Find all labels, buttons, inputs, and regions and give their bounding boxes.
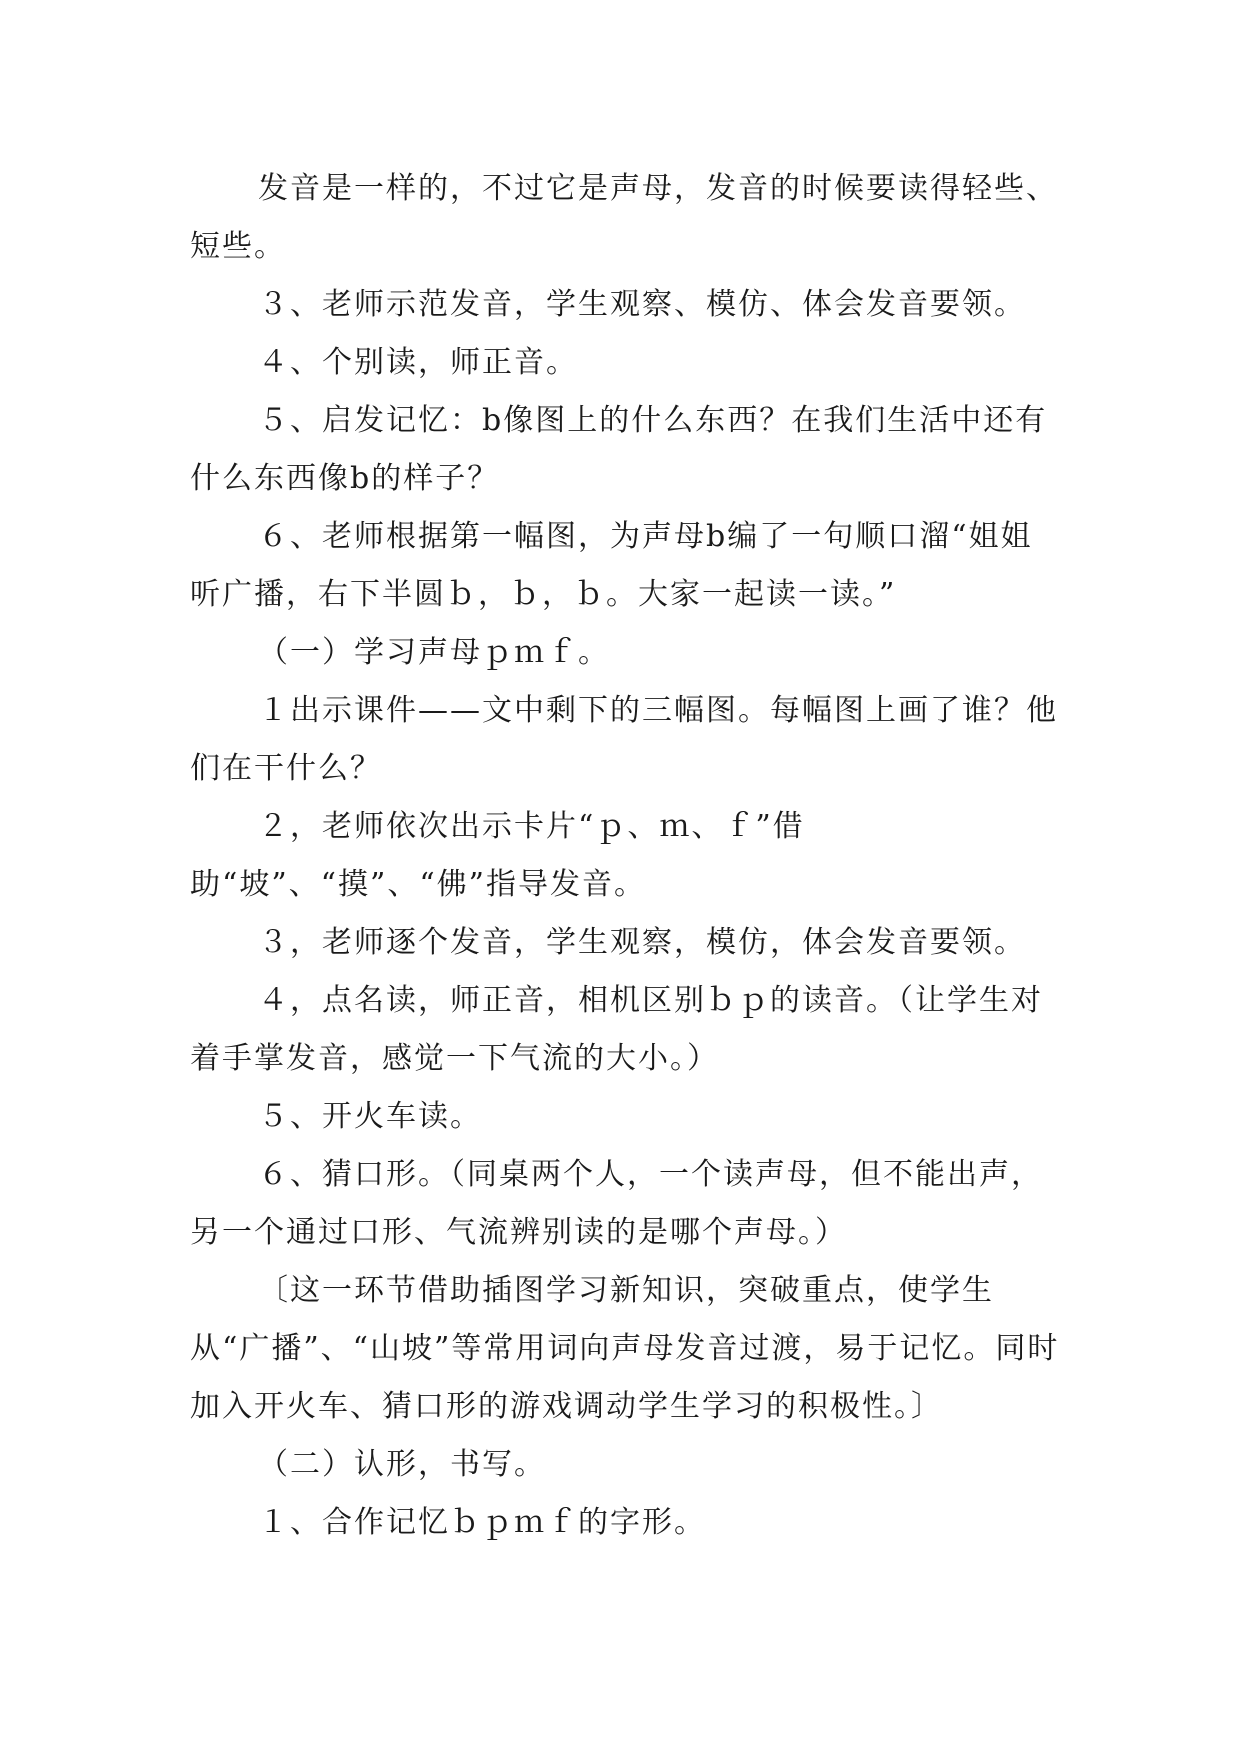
paragraph: ３，老师逐个发音，学生观察，模仿，体会发音要领。	[258, 925, 1026, 960]
paragraph: ５、启发记忆：b像图上的什么东西？在我们生活中还有什么东西像b的样子？	[190, 403, 1048, 496]
paragraph: ３、老师示范发音，学生观察、模仿、体会发音要领。	[258, 287, 1026, 322]
paragraph: ５、开火车读。	[258, 1099, 482, 1134]
paragraph: ４、个别读，师正音。	[258, 345, 578, 380]
paragraph: ２，老师依次出示卡片“ｐ、ｍ、ｆ”借助“坡”、“摸”、“佛”指导发音。	[190, 809, 805, 902]
paragraph: ６、猜口形。（同桌两个人，一个读声母，但不能出声，另一个通过口形、气流辨别读的是哪个声母。）	[190, 1157, 1043, 1250]
paragraph: ４，点名读，师正音，相机区别ｂｐ的读音。（让学生对着手掌发音，感觉一下气流的大小。）	[190, 983, 1043, 1076]
paragraph: １、合作记忆ｂｐｍｆ的字形。	[258, 1505, 706, 1540]
paragraph: 〔这一环节借助插图学习新知识，突破重点，使学生从“广播”、“山坡”等常用词向声母发音过渡，易于记忆。同时加入开火车、猜口形的游戏调动学生学习的积极性。〕	[190, 1273, 1060, 1424]
paragraph: （二）认形，书写。	[258, 1447, 546, 1482]
paragraph: １出示课件——文中剩下的三幅图。每幅图上画了谁？他们在干什么？	[190, 693, 1058, 786]
paragraph: ６、老师根据第一幅图，为声母b编了一句顺口溜“姐姐听广播，右下半圆ｂ，ｂ，ｂ。大家一起读一读。”	[190, 519, 1033, 612]
paragraph: 发音是一样的，不过它是声母，发音的时候要读得轻些、短些。	[190, 171, 1058, 264]
paragraph: （一）学习声母ｐｍｆ。	[258, 635, 610, 670]
